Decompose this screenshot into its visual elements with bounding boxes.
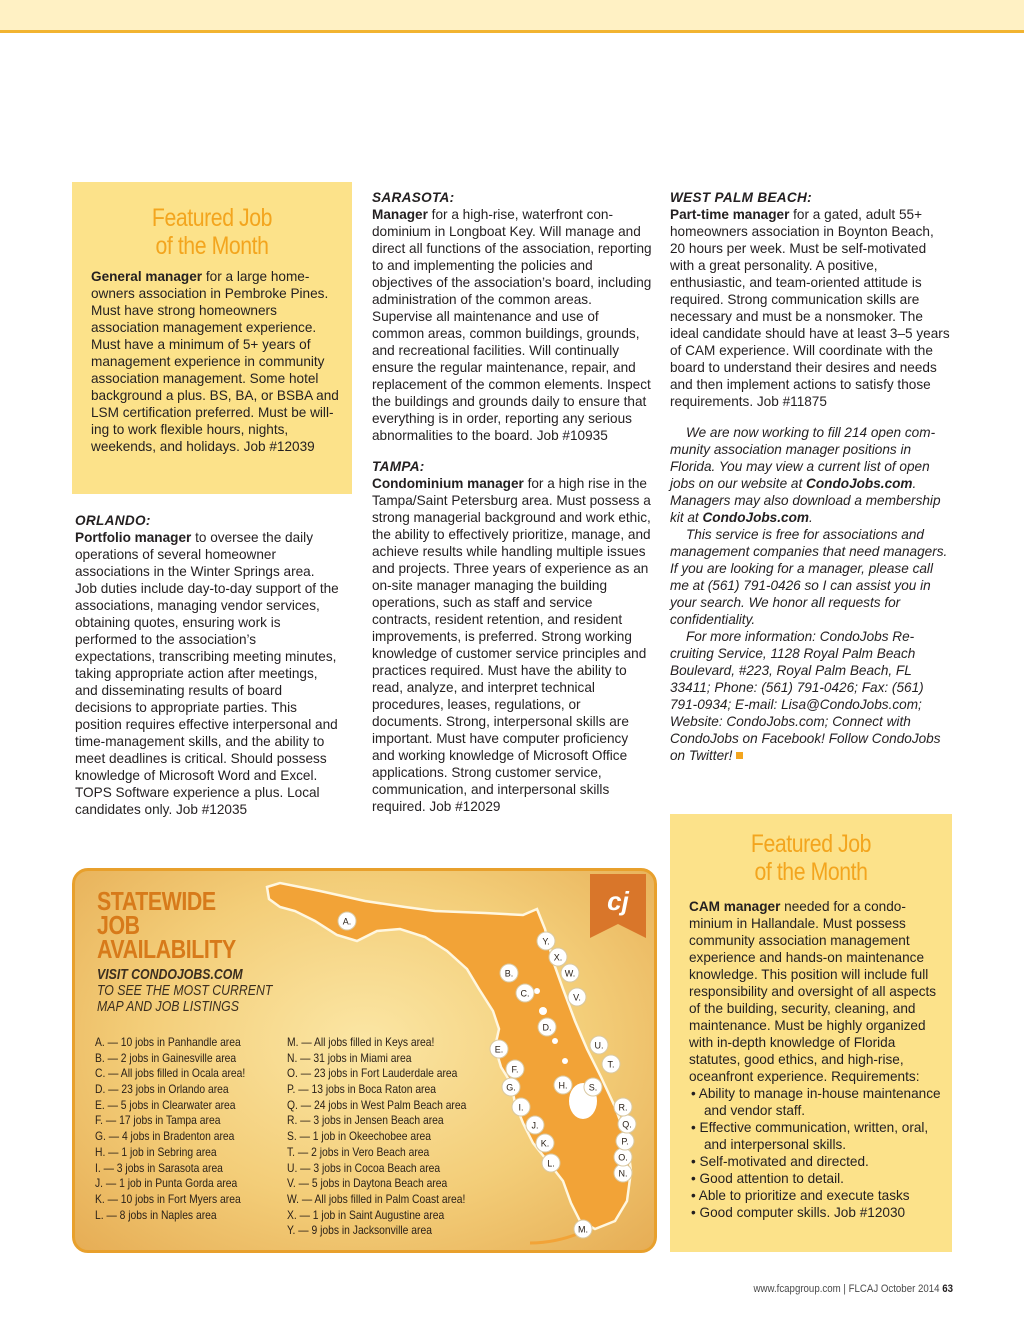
featured-job-box-top — [72, 182, 352, 494]
map-marker-label: K. — [540, 1138, 550, 1149]
orlando-listing — [75, 512, 339, 818]
requirement-item: • Effective communication, written, oral, and interpersonal skills. — [691, 1120, 929, 1152]
condojobs-info — [670, 424, 950, 764]
map-marker-label: O. — [618, 1152, 628, 1163]
info-paragraph-2: This service is free for associations and management companies that need managers. If you are looking for a manager, please call me at (561) 791-0426 so I can assist you in your search. We honor all requests for confidentiality. — [670, 527, 948, 627]
map-marker-label: B. — [504, 968, 514, 979]
west-palm-listing — [670, 189, 950, 410]
featured-lead: General manager — [91, 269, 203, 284]
map-marker-label: E. — [494, 1044, 504, 1055]
legend-right — [287, 1035, 466, 1239]
map-marker-label: J. — [531, 1120, 539, 1131]
legend-entry: X. — 1 job in Saint Augustine area — [287, 1207, 445, 1222]
map-marker-label: Q. — [622, 1119, 632, 1130]
map-marker — [538, 1018, 556, 1036]
legend-entry: Q. — 24 jobs in West Palm Beach area — [287, 1097, 467, 1112]
map-marker — [542, 1154, 560, 1172]
map-marker-label: N. — [618, 1168, 628, 1179]
lake — [534, 988, 540, 994]
map-marker-label: H. — [558, 1080, 568, 1091]
map-marker-label: F. — [511, 1064, 519, 1075]
orlando-text: to oversee the daily operations of several homeowner associations in the Winter Springs area. Job duties include day-to-day support of the associations, managing vendor services, obtaining quotes, ensuring work is performed to the association’s expectations, transcribing meeting minutes, taking appropriate action after meetings, and disseminating results of board decisions to appropriate parties. This position requires effective interpersonal and time-management skills, and the ability to meet deadlines is critical. Should possess knowledge of Microsoft Word and Excel. TOPS Software experience a plus. Local candidates only. Job #12035 — [75, 530, 339, 817]
featured-body — [91, 268, 341, 455]
map-marker — [536, 1134, 554, 1152]
sarasota-listing — [372, 189, 652, 444]
requirement-item: • Self-motivated and directed. — [691, 1154, 869, 1169]
legend-entry: V. — 5 jobs in Daytona Beach area — [287, 1176, 448, 1191]
west-palm-lead: Part-time manager — [670, 207, 790, 222]
featured-bottom-lead: CAM manager — [689, 899, 781, 914]
legend-entry: K. — 10 jobs in Fort Myers area — [95, 1191, 241, 1206]
map-marker-label: C. — [520, 988, 530, 999]
requirements-list — [689, 1085, 945, 1221]
west-palm-heading: WEST PALM BEACH: — [670, 190, 812, 205]
map-marker — [614, 1164, 632, 1182]
map-marker — [500, 964, 518, 982]
legend-entry: P. — 13 jobs in Boca Raton area — [287, 1082, 436, 1097]
tampa-listing — [372, 458, 652, 815]
right-column — [670, 189, 950, 764]
map-marker-label: X. — [553, 952, 563, 963]
info-p3-text: For more information: CondoJobs Recruiting Service, 1128 Royal Palm Beach Boulevard, #223, Royal Palm Beach, FL 33411; Phone: (561) 791-0426; Fax: (561) 791-0934; E-mail: Lisa@CondoJobs.com; Website: CondoJobs.com; Connect with CondoJobs on Facebook! Follow CondoJobs on Twitter! — [670, 629, 941, 763]
map-marker — [568, 988, 586, 1006]
page-number: 63 — [942, 1283, 953, 1295]
legend-entry: U. — 3 jobs in Cocoa Beach area — [287, 1160, 441, 1175]
lake — [552, 1038, 558, 1044]
florida-keys — [530, 1233, 580, 1243]
middle-column — [372, 189, 652, 815]
west-palm-text: for a gated, adult 55+ homeowners association in Boynton Beach, 20 hours per week. Must be self-motivated with a great personality. A positive, enthusiastic, and team-oriented attitude is required. Strong communication skills are necessary and must be a nonsmoker. The ideal candidate should have at least 3–5 years of CAM experience. Will coordinate with the board to understand their desires and needs and then implement actions to satisfy those requirements. Job #11875 — [670, 207, 950, 409]
map-marker — [506, 1060, 524, 1078]
map-marker-label: R. — [618, 1102, 628, 1113]
sarasota-heading: SARASOTA: — [372, 190, 455, 205]
featured-title-bottom — [691, 830, 931, 886]
map-marker — [338, 912, 356, 930]
map-visit-text[interactable]: VISIT CONDOJOBS.COM — [97, 966, 243, 983]
map-marker-label: D. — [542, 1022, 552, 1033]
condojobs-logo-icon — [590, 874, 646, 938]
legend-entry: G. — 4 jobs in Bradenton area — [95, 1129, 235, 1144]
legend-entry: H. — 1 job in Sebring area — [95, 1144, 217, 1159]
map-marker-label: T. — [607, 1059, 615, 1070]
condojobs-link[interactable]: CondoJobs.com — [806, 476, 913, 491]
legend-entry: E. — 5 jobs in Clearwater area — [95, 1097, 236, 1112]
requirement-item: • Ability to manage in-house maintenance and vendor staff. — [691, 1086, 941, 1118]
legend-entry: I. — 3 jobs in Sarasota area — [95, 1160, 223, 1175]
map-subtitle-line1: TO SEE THE MOST CURRENT — [97, 982, 273, 999]
legend-entry: R. — 3 jobs in Jensen Beach area — [287, 1113, 444, 1128]
map-marker — [614, 1148, 632, 1166]
end-mark-icon — [736, 752, 743, 759]
map-marker-label: W. — [564, 968, 576, 979]
map-marker-label: I. — [518, 1102, 524, 1113]
map-marker — [584, 1078, 602, 1096]
map-title-line2: JOB — [97, 910, 140, 940]
featured-title-line1: Featured Job — [151, 204, 273, 232]
map-marker — [490, 1040, 508, 1058]
legend-entry: F. — 17 jobs in Tampa area — [95, 1113, 221, 1128]
orlando-lead: Portfolio manager — [75, 530, 192, 545]
info-p1-b: . Managers may also download a membership kit at — [670, 476, 941, 525]
legend-entry: M. — All jobs filled in Keys area! — [287, 1035, 435, 1049]
map-marker-label: V. — [573, 992, 581, 1003]
logo-text: cj — [607, 886, 629, 916]
map-marker — [502, 1078, 520, 1096]
legend-entry: W. — All jobs filled in Palm Coast area! — [287, 1191, 466, 1206]
legend-entry: Y. — 9 jobs in Jacksonville area — [287, 1223, 432, 1238]
tampa-text: for a high rise in the Tampa/Saint Petersburg area. Must possess a strong managerial background and work ethic, the ability to effectively prioritize, manage, and achieve results while handling multiple issues and projects. Three years of experience as an on-site manager managing the building operations, such as staff and service contracts, resident retention, and resident improvements, is preferred. Strong working knowledge of customer service principles and practices required. Must have the ability to read, analyze, and interpret technical procedures, leases, regulations, or documents. Strong, interpersonal skills are important. Must have computer proficiency and working knowledge of Microsoft Office applications. Strong customer service, communication, and interpersonal skills required. Job #12029 — [372, 476, 651, 814]
legend-entry: O. — 23 jobs in Fort Lauderdale area — [287, 1066, 458, 1081]
featured-bottom-title-line1: Featured Job — [750, 830, 872, 858]
legend-left — [95, 1035, 245, 1223]
footer-site[interactable]: www.fcapgroup.com — [753, 1283, 841, 1295]
page-footer: www.fcapgroup.com | FLCAJ October 2014 63 — [753, 1283, 953, 1295]
featured-bottom-body — [689, 898, 945, 1221]
map-marker — [574, 1220, 592, 1238]
map-subtitle — [97, 983, 272, 1015]
lake — [562, 1058, 568, 1064]
map-marker — [602, 1055, 620, 1073]
map-marker — [549, 948, 567, 966]
legend-entry: L. — 8 jobs in Naples area — [95, 1207, 217, 1222]
orlando-heading: ORLANDO: — [75, 513, 151, 528]
featured-bottom-text: needed for a condominium in Hallandale. Must possess community association management experience and hands-on maintenance knowledge. This position will include full responsibility and oversight of all aspects of the building, security, cleaning, and maintenance. Must be highly organized with in-depth knowledge of Florida statutes, good ethics, and high-rise, oceanfront experience. Requirements: — [689, 899, 937, 1084]
footer-publication: FLCAJ — [848, 1283, 879, 1295]
footer-date: October 2014 — [880, 1283, 940, 1295]
map-marker-label: P. — [621, 1136, 629, 1147]
sarasota-lead: Manager — [372, 207, 428, 222]
map-title-line3: AVAILABILITY — [97, 934, 236, 964]
map-marker — [616, 1132, 634, 1150]
tampa-lead: Condominium manager — [372, 476, 524, 491]
info-paragraph-1 — [670, 424, 950, 526]
legend-entry: S. — 1 job in Okeechobee area — [287, 1129, 431, 1144]
map-marker — [561, 964, 579, 982]
map-marker-label: A. — [342, 916, 352, 927]
map-marker — [614, 1098, 632, 1116]
map-marker — [590, 1036, 608, 1054]
map-marker-label: Y. — [542, 936, 550, 947]
featured-job-box-bottom — [670, 814, 952, 1252]
legend-entry: D. — 23 jobs in Orlando area — [95, 1082, 229, 1097]
featured-title — [93, 204, 331, 260]
map-marker — [516, 984, 534, 1002]
legend-entry: J. — 1 job in Punta Gorda area — [95, 1176, 238, 1191]
condojobs-link-2[interactable]: CondoJobs.com — [702, 510, 809, 525]
map-marker — [512, 1098, 530, 1116]
map-title-line1: STATEWIDE — [97, 886, 216, 916]
info-paragraph-3 — [670, 628, 950, 764]
map-marker — [554, 1076, 572, 1094]
legend-entry: C. — All jobs filled in Ocala area! — [95, 1066, 246, 1081]
map-title — [97, 886, 236, 964]
featured-title-line2: of the Month — [155, 232, 269, 260]
map-marker-label: U. — [594, 1040, 604, 1051]
lake — [539, 1007, 547, 1015]
info-p1-a: We are now working to fill 214 open community association manager positions in Florida. You may view a current list of open jobs on our website at — [670, 425, 936, 491]
info-p1-c: . — [808, 510, 813, 525]
sarasota-text: for a high-rise, waterfront condominium in Longboat Key. Will manage and direct all functions of the association, reporting to and implementing the policies and objectives of the association’s board, including administration of the common areas. Supervise all maintenance and use of common areas, common buildings, grounds, and recreational facilities. Will continually ensure the regular maintenance, repair, and replacement of the common elements. Inspect the buildings and grounds daily to ensure that everything is in order, reporting any serious abnormalities to the board. Job #10935 — [372, 207, 652, 443]
map-marker-label: S. — [588, 1082, 598, 1093]
statewide-job-map — [72, 868, 657, 1253]
map-marker — [537, 932, 555, 950]
requirement-item: • Able to prioritize and execute tasks — [691, 1188, 910, 1203]
map-marker — [618, 1115, 636, 1133]
map-marker — [526, 1116, 544, 1134]
map-marker-label: G. — [506, 1082, 516, 1093]
map-marker-label: M. — [578, 1224, 588, 1235]
featured-bottom-title-line2: of the Month — [754, 858, 868, 886]
featured-text: for a large homeowners association in Pembroke Pines. Must have strong homeowners association management experience. Must have a minimum of 5+ years of management experience in community association management. Some hotel background a plus. BS, BA, or BSBA and LSM certification preferred. Must be willing to work flexible hours, nights, weekends, and holidays. Job #12039 — [91, 269, 339, 454]
requirement-item: • Good attention to detail. — [691, 1171, 844, 1186]
legend-entry: A. — 10 jobs in Panhandle area — [95, 1035, 241, 1049]
requirement-item: • Good computer skills. Job #12030 — [691, 1205, 906, 1220]
top-color-band — [0, 0, 1024, 33]
tampa-heading: TAMPA: — [372, 459, 425, 474]
map-marker-label: L. — [547, 1158, 555, 1169]
map-subtitle-line2: MAP AND JOB LISTINGS — [97, 998, 239, 1015]
legend-entry: T. — 2 jobs in Vero Beach area — [287, 1144, 430, 1159]
legend-entry: B. — 2 jobs in Gainesville area — [95, 1050, 237, 1065]
legend-entry: N. — 31 jobs in Miami area — [287, 1050, 412, 1065]
